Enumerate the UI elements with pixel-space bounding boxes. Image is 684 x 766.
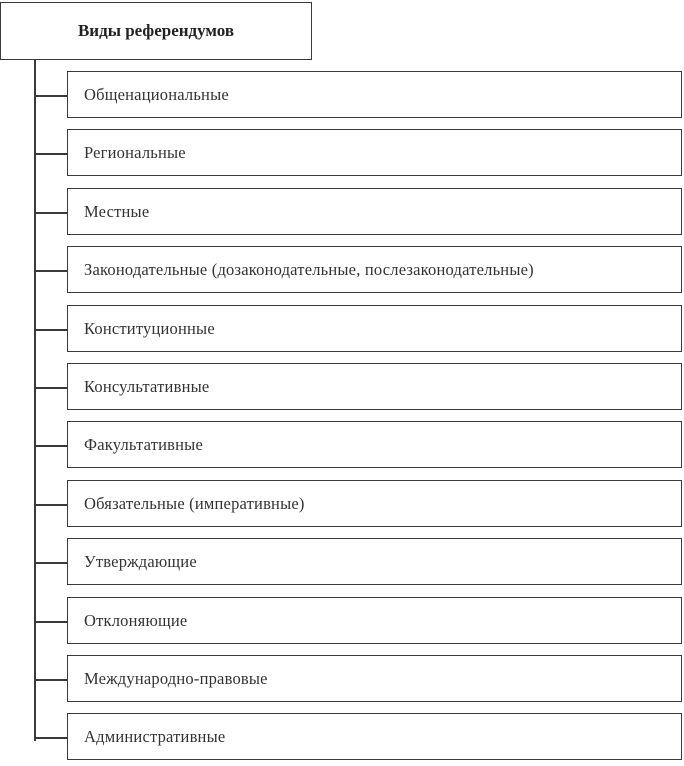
connector-line: [34, 95, 67, 97]
item-node: [67, 597, 682, 644]
item-node: [67, 188, 682, 235]
item-node: [67, 421, 682, 468]
connector-line: [34, 329, 67, 331]
item-node-label: Конституционные: [84, 318, 215, 338]
item-node-label: Законодательные (дозаконодательные, послезаконодательные): [84, 259, 534, 279]
item-node: [67, 71, 682, 118]
item-node-label: Общенациональные: [84, 84, 229, 104]
root-node-label: Виды референдумов: [77, 21, 235, 40]
connector-line: [34, 153, 67, 155]
item-node: [67, 655, 682, 702]
item-node-label: Местные: [84, 201, 150, 221]
connector-line: [34, 504, 67, 506]
item-node: [67, 713, 682, 760]
tree-spine-line: [34, 60, 36, 741]
item-node: [67, 363, 682, 410]
connector-line: [34, 562, 67, 564]
connector-line: [34, 679, 67, 681]
connector-line: [34, 212, 67, 214]
item-node: [67, 480, 682, 527]
connector-line: [34, 270, 67, 272]
item-node-label: Факультативные: [84, 434, 203, 454]
connector-line: [34, 387, 67, 389]
root-node: [0, 2, 312, 60]
item-node-label: Региональные: [84, 142, 186, 162]
item-node-label: Утверждающие: [84, 551, 197, 571]
item-node: [67, 246, 682, 293]
item-node-label: Административные: [84, 726, 226, 746]
item-node: [67, 305, 682, 352]
item-node-label: Международно-правовые: [84, 668, 268, 688]
item-node-label: Консультативные: [84, 376, 210, 396]
connector-line: [34, 445, 67, 447]
connector-line: [34, 737, 67, 739]
item-node-label: Отклоняющие: [84, 610, 188, 630]
connector-line: [34, 621, 67, 623]
item-node: [67, 129, 682, 176]
item-node: [67, 538, 682, 585]
item-node-label: Обязательные (императивные): [84, 493, 305, 513]
